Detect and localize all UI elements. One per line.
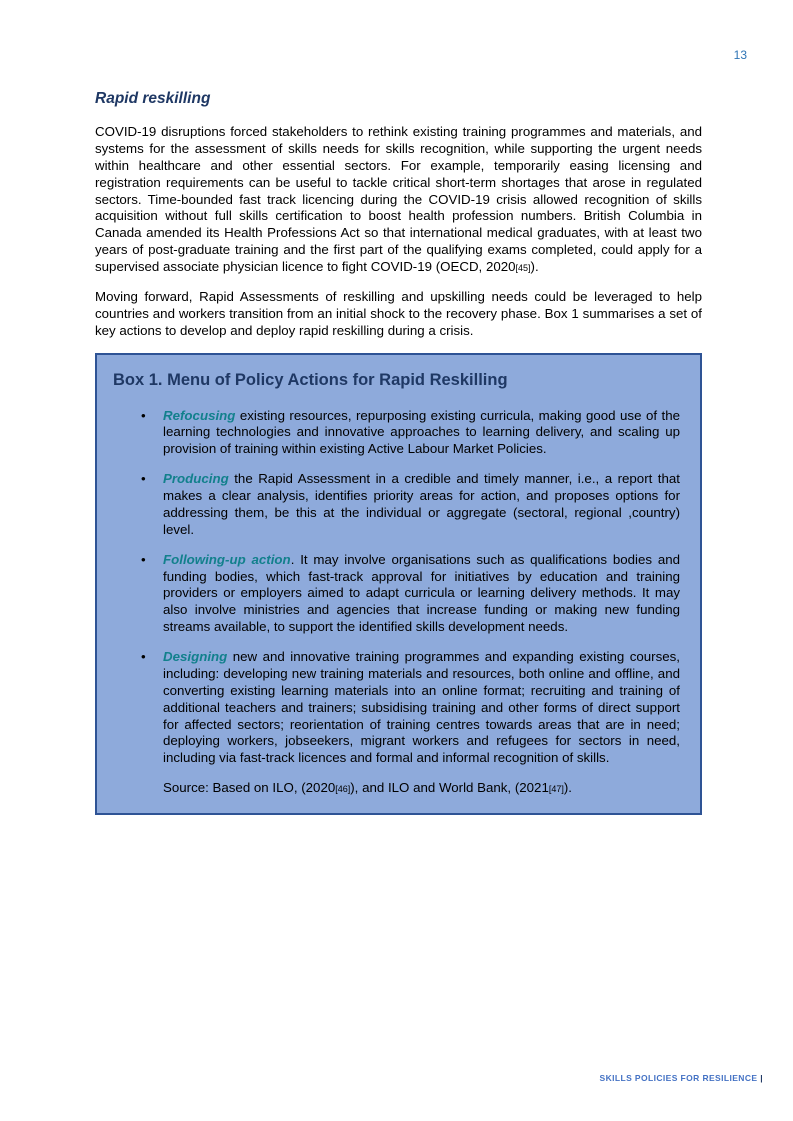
- bullet-marker: •: [141, 471, 146, 487]
- bullet-refocusing: [141, 408, 680, 459]
- box-1-policy-actions: [95, 353, 702, 816]
- citation-ref-47: [47]: [548, 784, 564, 795]
- bullet-lead-following-up: Following-up action: [163, 551, 291, 567]
- source-text: Source: Based on ILO, (2020: [163, 780, 336, 796]
- bullet-designing: [141, 649, 680, 767]
- bullet-text: [163, 552, 680, 636]
- paragraph-1-text: COVID-19 disruptions forced stakeholders to rethink existing training programmes and materials, and systems for the assessment of skills needs for skills recognition, while supporting the urgent needs within healthcare and other essential sectors. For example, temporarily easing licensing and registration requirements can be useful to tackle critical short-term shortages that arose in regulated sectors. Time-bounded fast track licencing during the COVID-19 crisis allowed recognition of skills acquisition without full skills certification to boost health profession numbers. British Columbia in Canada amended its Health Professions Act so that international medical graduates, with at least two years of post-graduate training and the first part of the qualifying exams completed, could apply for a supervised associate physician licence to fight COVID-19 (OECD, 2020: [95, 124, 702, 274]
- bullet-marker: •: [141, 407, 146, 423]
- bullet-marker: •: [141, 551, 146, 567]
- page-footer: [600, 1073, 763, 1083]
- bullet-following-up: [141, 552, 680, 636]
- footer-separator: |: [760, 1073, 763, 1083]
- bullet-lead-refocusing: Refocusing: [163, 407, 236, 423]
- paragraph-moving-forward: Moving forward, Rapid Assessments of reskilling and upskilling needs could be leveraged to help countries and workers transition from an initial shock to the recovery phase. Box 1 summarises a set of key actions to develop and deploy rapid reskilling during a crisis.: [95, 288, 702, 338]
- source-text: ), and ILO and World Bank, (2021: [350, 780, 549, 796]
- footer-title: SKILLS POLICIES FOR RESILIENCE: [599, 1073, 758, 1083]
- bullet-rest: new and innovative training programmes and expanding existing courses, including: developing new training materials and resources, both online and offline, and converting existing learning materials into an online format; recruiting and training of additional teachers and trainers; subsidising training and other forms of direct support for affected sectors; reorientation of training centres towards areas that are in need; deploying workers, jobseekers, migrant workers and refugees for sectors in need, including via fast-track licences and formal and informal recognition of skills.: [163, 649, 680, 766]
- box-source: [163, 780, 684, 797]
- citation-ref-45: [45]: [515, 263, 531, 273]
- paragraph-1-tail: ).: [530, 259, 539, 274]
- bullet-rest: the Rapid Assessment in a credible and timely manner, i.e., a report that makes a clear analysis, identifies priority areas for action, and proposes options for addressing them, be this at the individual or aggregate (sectoral, regional ,country) level.: [163, 471, 680, 537]
- box-title: Box 1. Menu of Policy Actions for Rapid Reskilling: [113, 370, 508, 389]
- page-number: 13: [733, 48, 747, 62]
- section-heading: Rapid reskilling: [95, 90, 211, 107]
- paragraph-covid-disruptions: [95, 124, 702, 276]
- bullet-marker: •: [141, 649, 146, 664]
- bullet-text: [163, 649, 680, 767]
- bullet-lead-designing: Designing: [163, 649, 228, 664]
- bullet-text: [163, 471, 680, 539]
- page-content: [95, 90, 702, 815]
- bullet-producing: [141, 471, 680, 539]
- bullet-text: [163, 408, 680, 459]
- source-text: ).: [563, 780, 572, 796]
- bullet-rest: . It may involve organisations such as qualifications bodies and funding bodies, which fast-track approval for initiatives by education and training providers or employers aimed to adapt curricula or learning delivery methods. It may also involve ministries and agencies that increase funding or making new funding streams available, to support the identified skills development needs.: [163, 551, 681, 635]
- bullet-lead-producing: Producing: [163, 471, 229, 487]
- citation-ref-46: [46]: [335, 784, 351, 795]
- bullet-rest: existing resources, repurposing existing curricula, making good use of the learning technologies and innovative approaches to learning delivery, and scaling up provision of training within existing Active Labour Market Policies.: [163, 407, 680, 457]
